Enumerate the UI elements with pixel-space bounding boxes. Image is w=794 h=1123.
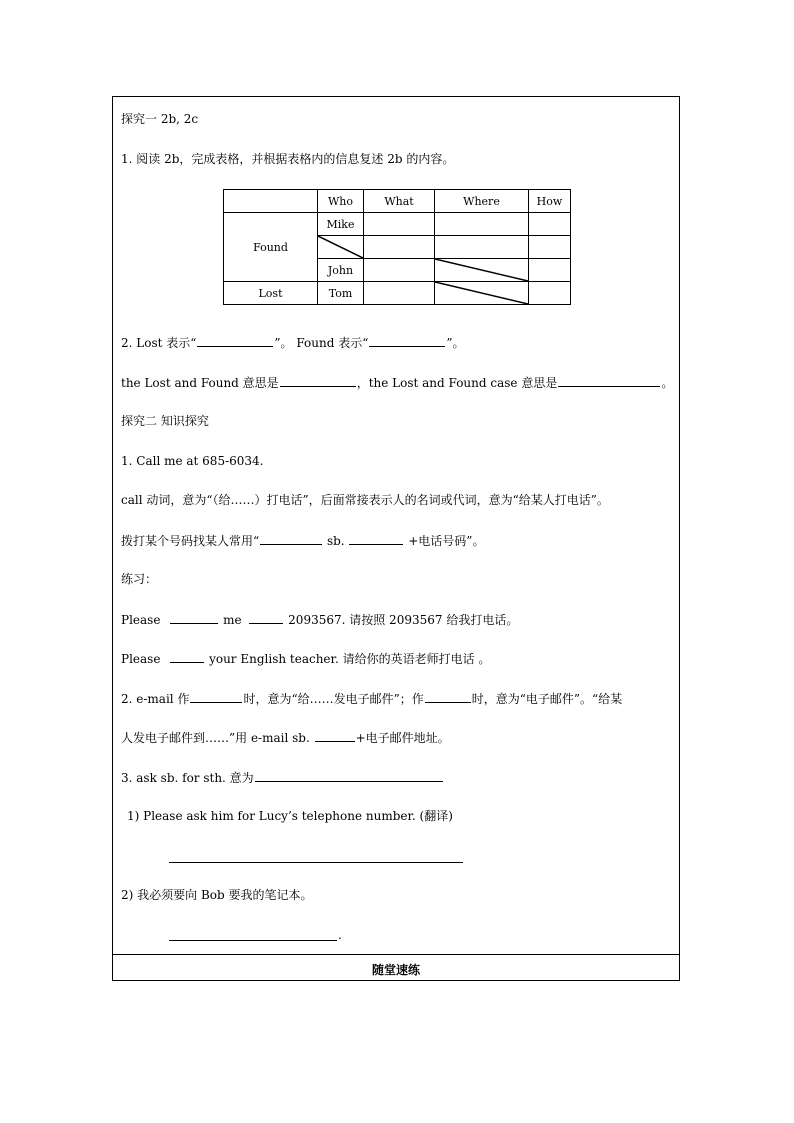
email-line-2 (121, 729, 450, 746)
blank-ask-meaning[interactable] (255, 769, 443, 782)
call-heading: 1. Call me at 685-6034. (121, 454, 264, 468)
header-where: Where (435, 190, 529, 213)
email-1-c: 时，意为“电子邮件”。“给某 (471, 692, 623, 706)
call-pattern-prefix: 拨打某个号码找某人常用“ (121, 534, 260, 548)
header-how: How (529, 190, 571, 213)
row-group-lost: Lost (224, 282, 318, 305)
table-cell[interactable] (529, 213, 571, 236)
table-corner-cell (224, 190, 318, 213)
blank-email-sb[interactable] (315, 729, 355, 742)
table-cell[interactable] (529, 282, 571, 305)
lost-found-mid: ，the Lost and Found case 意思是 (356, 376, 558, 390)
blank-practice-2[interactable] (170, 650, 204, 663)
lost-found-meaning (121, 374, 673, 391)
ask-item-1: 1) Please ask him for Lucy’s telephone number. (翻译) (127, 809, 453, 823)
question-1: 1. 阅读 2b，完成表格，并根据表格内的信息复述 2b 的内容。 (121, 152, 455, 166)
diagonal-cell (318, 236, 364, 259)
answer-line-1[interactable] (169, 862, 463, 863)
answer-line-2[interactable] (169, 940, 337, 941)
blank-email-noun[interactable] (425, 690, 471, 703)
q2-mid: ”。 Found 表示“ (274, 336, 369, 350)
blank-lost[interactable] (197, 334, 273, 347)
practice-1-a: Please (121, 613, 165, 627)
worksheet-frame (112, 96, 680, 981)
table-cell[interactable] (364, 236, 435, 259)
email-2-a: 人发电子邮件到……”用 e-mail sb. (121, 731, 314, 745)
blank-practice-1a[interactable] (170, 611, 218, 624)
lost-found-suffix: 。 (661, 376, 674, 390)
blank-found[interactable] (369, 334, 445, 347)
row-group-found: Found (224, 213, 318, 282)
header-who: Who (318, 190, 364, 213)
table-cell[interactable] (529, 259, 571, 282)
table-cell[interactable] (435, 236, 529, 259)
blank-email-verb[interactable] (190, 690, 242, 703)
call-description: call 动词，意为“（给……）打电话”，后面常接表示人的名词或代词，意为“给某人打电话”。 (121, 493, 609, 507)
practice-sentence-1 (121, 611, 518, 628)
q2-suffix: ”。 (446, 336, 465, 350)
table-cell[interactable] (364, 213, 435, 236)
table-cell[interactable] (529, 236, 571, 259)
footer-title: 随堂速练 (371, 963, 420, 977)
footer-divider (113, 954, 679, 955)
call-pattern-mid: sb. (323, 534, 349, 548)
diagonal-cell (435, 282, 529, 305)
table-header-row (224, 190, 571, 213)
blank-practice-1b[interactable] (249, 611, 283, 624)
section2-title: 探究二 知识探究 (121, 414, 209, 428)
blank-call-2[interactable] (349, 532, 403, 545)
call-pattern-suffix: +电话号码”。 (404, 534, 485, 548)
question-2 (121, 334, 464, 351)
header-what: What (364, 190, 435, 213)
table-cell[interactable] (435, 213, 529, 236)
practice-sentence-2 (121, 650, 490, 667)
blank-call-1[interactable] (260, 532, 322, 545)
practice-2-a: Please (121, 652, 165, 666)
table-row (224, 213, 571, 236)
diagonal-line (435, 282, 528, 304)
ask-item-2: 2) 我必须要向 Bob 要我的笔记本。 (121, 888, 313, 902)
section1-title: 探究一 2b, 2c (121, 112, 199, 126)
lost-found-table (223, 189, 571, 305)
practice-2-b: your English teacher. 请给你的英语老师打电话 。 (205, 652, 491, 666)
q2-prefix: 2. Lost 表示“ (121, 336, 197, 350)
practice-1-c: 2093567. 请按照 2093567 给我打电话。 (284, 613, 519, 627)
ask-heading-text: 3. ask sb. for sth. 意为 (121, 771, 254, 785)
cell-john: John (318, 259, 364, 282)
diagonal-cell (435, 259, 529, 282)
lost-found-prefix: the Lost and Found 意思是 (121, 376, 279, 390)
email-1-a: 2. e-mail 作 (121, 692, 190, 706)
blank-lost-and-found[interactable] (280, 374, 356, 387)
email-2-b: +电子邮件地址。 (355, 731, 450, 745)
ask-heading (121, 769, 444, 786)
practice-label: 练习： (121, 572, 158, 586)
practice-1-b: me (219, 613, 246, 627)
diagonal-line (435, 259, 528, 281)
cell-tom: Tom (318, 282, 364, 305)
call-pattern (121, 532, 484, 549)
cell-mike: Mike (318, 213, 364, 236)
table-row (224, 282, 571, 305)
table-cell[interactable] (364, 282, 435, 305)
email-1-b: 时，意为“给……发电子邮件”；作 (243, 692, 424, 706)
answer-line-2-end: . (338, 928, 342, 942)
email-line-1 (121, 690, 622, 707)
table-cell[interactable] (364, 259, 435, 282)
diagonal-line (318, 236, 363, 258)
blank-lost-found-case[interactable] (558, 374, 660, 387)
